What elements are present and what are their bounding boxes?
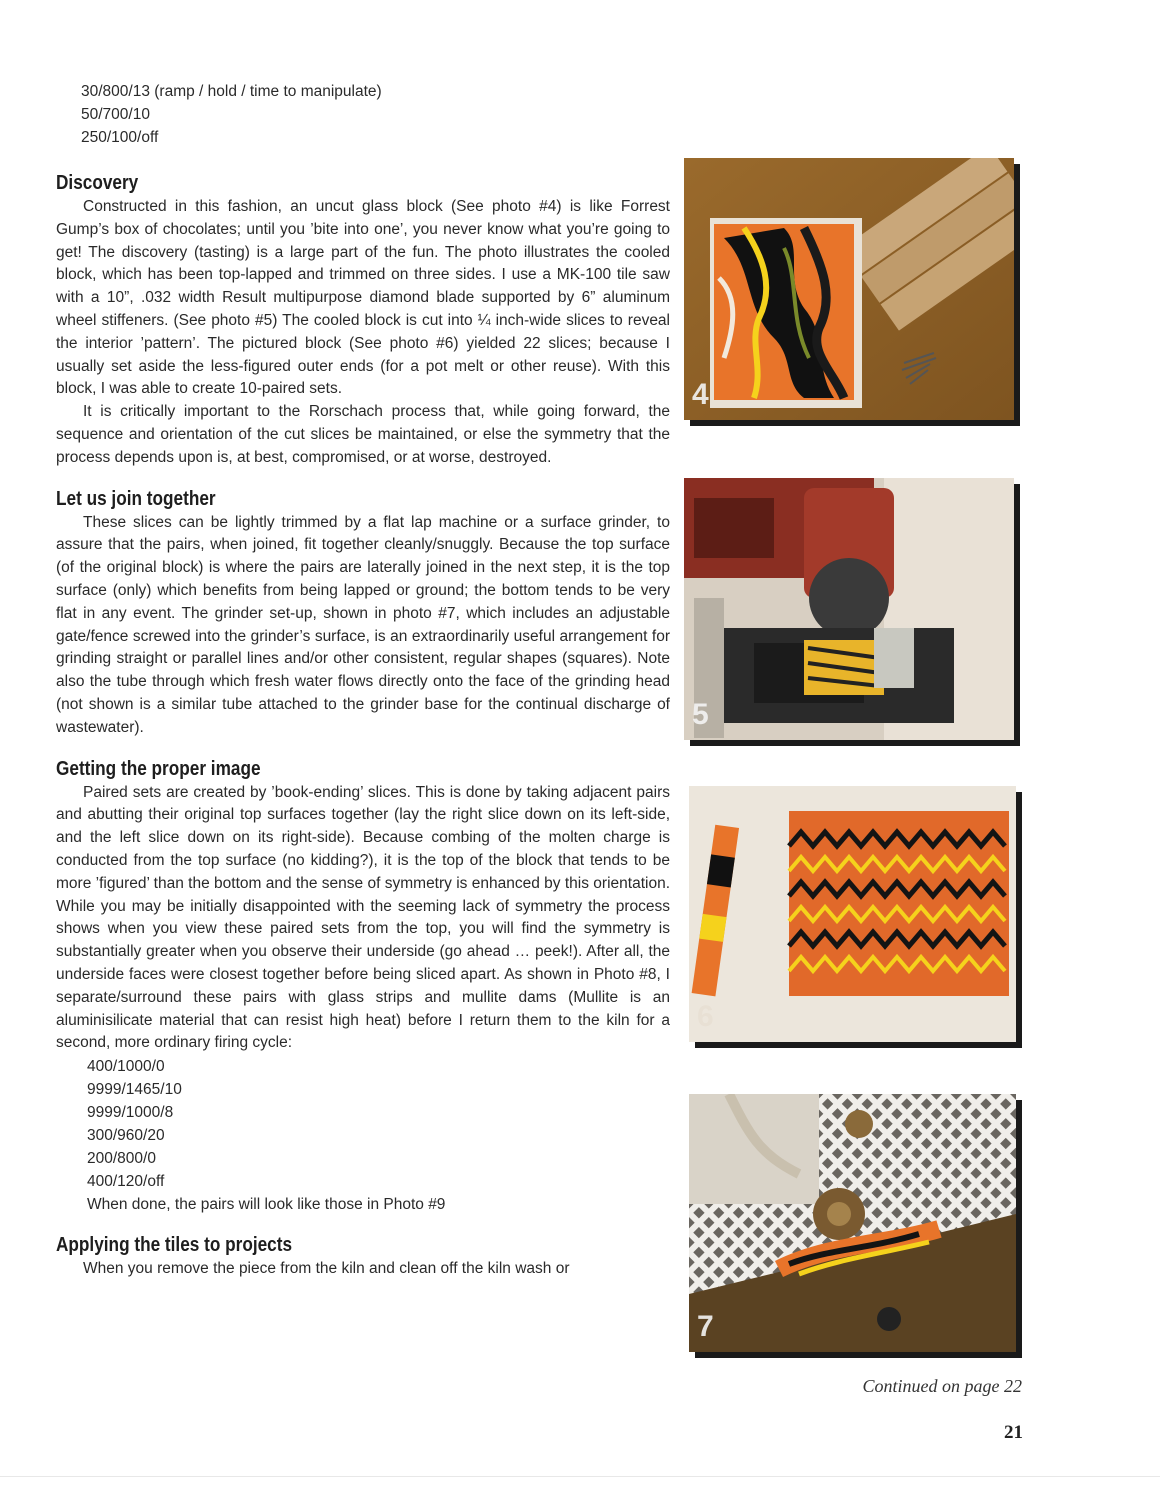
paragraph: It is critically important to the Rorschach process that, while going forward, the sequence and orientation of the cut slices be maintained, or else the symmetry that the process depends upon is, at best, compromised, or at worse, destroyed. [56,403,670,466]
schedule-line: 250/100/off [81,129,159,146]
photo-5-image [684,478,1014,740]
photo-7-image [689,1094,1016,1352]
photo-7-grinder [689,1094,1016,1352]
heading-discovery: Discovery [56,172,139,194]
paragraph: When you remove the piece from the kiln and clean off the kiln wash or [83,1260,570,1278]
schedule-line: 50/700/10 [81,106,150,123]
text-column [56,170,670,1281]
photo-number: 7 [697,1310,714,1343]
photo-number: 5 [692,698,709,731]
heading-applying-tiles: Applying the tiles to projects [56,1234,293,1257]
photo-4-image [684,158,1014,420]
schedule-line: 30/800/13 (ramp / hold / time to manipulate) [81,83,382,100]
photo-4-glass-block [684,158,1014,420]
continued-note: Continued on page 22 [862,1376,1022,1396]
firing-line: 9999/1465/10 [87,1081,182,1099]
firing-line: 300/960/20 [87,1127,165,1145]
firing-line: When done, the pairs will look like those in Photo #9 [87,1196,446,1214]
photo-6-image [689,786,1016,1042]
firing-schedule [56,1055,670,1216]
paragraph: These slices can be lightly trimmed by a flat lap machine or a surface grinder, to assure that the pairs, when joined, fit together cleanly/snuggly. Because the top surface (of the original block) is where the pairs are laterally joined in the next step, it is the top surface (only) which benefits from being lapped or ground; the bottom tends to be very flat in any event. The grinder set-up, shown in photo #7, which includes an adjustable gate/fence screwed into the grinder’s surface, is an extraordinarily useful arrangement for grinding straight or parallel lines and/or other consistent, regular shapes (squares). Note also the tube through which fresh water flows directly onto the face of the grinding head (not shown is a similar tube attached to the grinder base for the continual discharge of wastewater). [56,513,670,736]
firing-line: 200/800/0 [87,1150,156,1168]
firing-line: 400/1000/0 [87,1058,165,1076]
photo-number: 6 [697,1000,714,1033]
heading-proper-image: Getting the proper image [56,757,261,780]
paragraph: Constructed in this fashion, an uncut glass block (See photo #4) is like Forrest Gump’s box of chocolates; until you ’bite into one’, you never know what you’re going to get! The discovery (tasting) is a large part of the fun. The photo illustrates the cooled block, which has been top-lapped and trimmed on three sides. I use a MK-100 tile saw with a 10”, .032 width Result multipurpose diamond blade supported by 6” aluminum wheel stiffeners. (See photo #5) The cooled block is cut into ¼ inch-wide slices to reveal the interior ’pattern’. The pictured block (See photo #6) yielded 22 slices; because I usually set aside the less-figured outer ends (for a pot melt or other reuse). With this block, I was able to create 10-paired sets. [56,198,670,398]
photo-number: 4 [692,378,709,411]
photo-5-tile-saw [684,478,1014,740]
top-schedule [81,80,382,149]
paragraph: Paired sets are created by ’book-ending’ slices. This is done by taking adjacent pairs and abutting their original top surfaces together (lay the right slice down on its left-side, and the left slice down on its right-side). Because combing of the molten charge is conducted from the top surface (no kidding?), it is the top of the block that tends to be more ’figured’ than the bottom and the sense of symmetry is enhanced by this orientation. While you may be initially disappointed with the seeming lack of symmetry the process shows when you view these paired sets from the top, you will find the symmetry is substantially greater when you observe their underside (go ahead … peek!). After all, the underside faces were closest together before being sliced apart. As shown in Photo #8, I separate/surround these pairs with glass strips and mullite dams (Mullite is an aluminisilicate material that can resist high heat) before I return them to the kiln for a second, more ordinary firing cycle: [56,783,670,1052]
firing-line: 9999/1000/8 [87,1104,174,1122]
photo-6-slices [689,786,1016,1042]
firing-line: 400/120/off [87,1173,165,1191]
page-number: 21 [1004,1422,1023,1443]
heading-join-together: Let us join together [56,487,216,510]
divider [0,1476,1160,1477]
